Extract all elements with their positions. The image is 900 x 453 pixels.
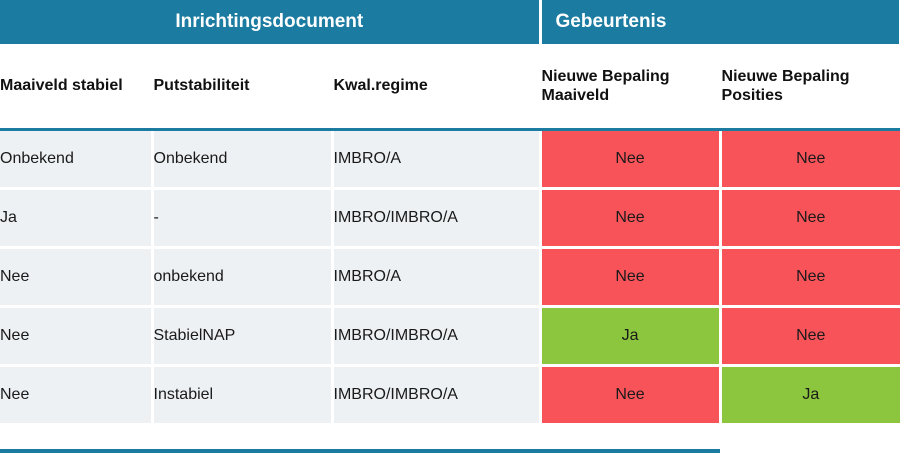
table-tail-spacer-row: [0, 425, 900, 437]
column-header-putstabiliteit: Putstabiliteit: [152, 44, 332, 130]
cell-maaiveld-stabiel: Nee: [0, 307, 152, 366]
cell-nieuwe-bepaling-maaiveld: Nee: [540, 366, 720, 425]
cell-nieuwe-bepaling-posities: Nee: [720, 307, 900, 366]
tail-spacer-cell: [540, 425, 720, 437]
table-row: [0, 307, 900, 366]
column-header-kwal-regime: Kwal.regime: [332, 44, 540, 130]
cell-maaiveld-stabiel: Ja: [0, 189, 152, 248]
column-header-maaiveld-stabiel: Maaiveld stabiel: [0, 44, 152, 130]
cell-nieuwe-bepaling-maaiveld: Nee: [540, 189, 720, 248]
group-header-inrichtingsdocument: Inrichtingsdocument: [0, 0, 540, 44]
cell-nieuwe-bepaling-posities: Nee: [720, 189, 900, 248]
cell-kwal-regime: IMBRO/A: [332, 130, 540, 189]
table-bottom-rule: [0, 449, 720, 453]
group-header-gebeurtenis: Gebeurtenis: [540, 0, 900, 44]
cell-putstabiliteit: StabielNAP: [152, 307, 332, 366]
cell-nieuwe-bepaling-maaiveld: Nee: [540, 248, 720, 307]
table-row: [0, 248, 900, 307]
cell-kwal-regime: IMBRO/IMBRO/A: [332, 189, 540, 248]
tail-spacer-cell: [720, 425, 900, 437]
table-row: [0, 130, 900, 189]
table-row: [0, 366, 900, 425]
tail-spacer-cell: [152, 425, 332, 437]
cell-maaiveld-stabiel: Onbekend: [0, 130, 152, 189]
cell-kwal-regime: IMBRO/IMBRO/A: [332, 366, 540, 425]
cell-maaiveld-stabiel: Nee: [0, 366, 152, 425]
cell-maaiveld-stabiel: Nee: [0, 248, 152, 307]
cell-putstabiliteit: onbekend: [152, 248, 332, 307]
cell-nieuwe-bepaling-posities: Ja: [720, 366, 900, 425]
cell-kwal-regime: IMBRO/A: [332, 248, 540, 307]
column-header-nieuwe-bepaling-maaiveld: Nieuwe Bepaling Maaiveld: [540, 44, 720, 130]
cell-nieuwe-bepaling-posities: Nee: [720, 248, 900, 307]
group-header-row: [0, 0, 900, 44]
cell-nieuwe-bepaling-maaiveld: Ja: [540, 307, 720, 366]
tail-spacer-cell: [0, 425, 152, 437]
cell-putstabiliteit: Instabiel: [152, 366, 332, 425]
table-row: [0, 189, 900, 248]
cell-putstabiliteit: -: [152, 189, 332, 248]
tail-spacer-cell: [332, 425, 540, 437]
column-header-row: [0, 44, 900, 130]
cell-kwal-regime: IMBRO/IMBRO/A: [332, 307, 540, 366]
cell-nieuwe-bepaling-posities: Nee: [720, 130, 900, 189]
cell-putstabiliteit: Onbekend: [152, 130, 332, 189]
cell-nieuwe-bepaling-maaiveld: Nee: [540, 130, 720, 189]
column-header-nieuwe-bepaling-posities: Nieuwe Bepaling Posities: [720, 44, 900, 130]
